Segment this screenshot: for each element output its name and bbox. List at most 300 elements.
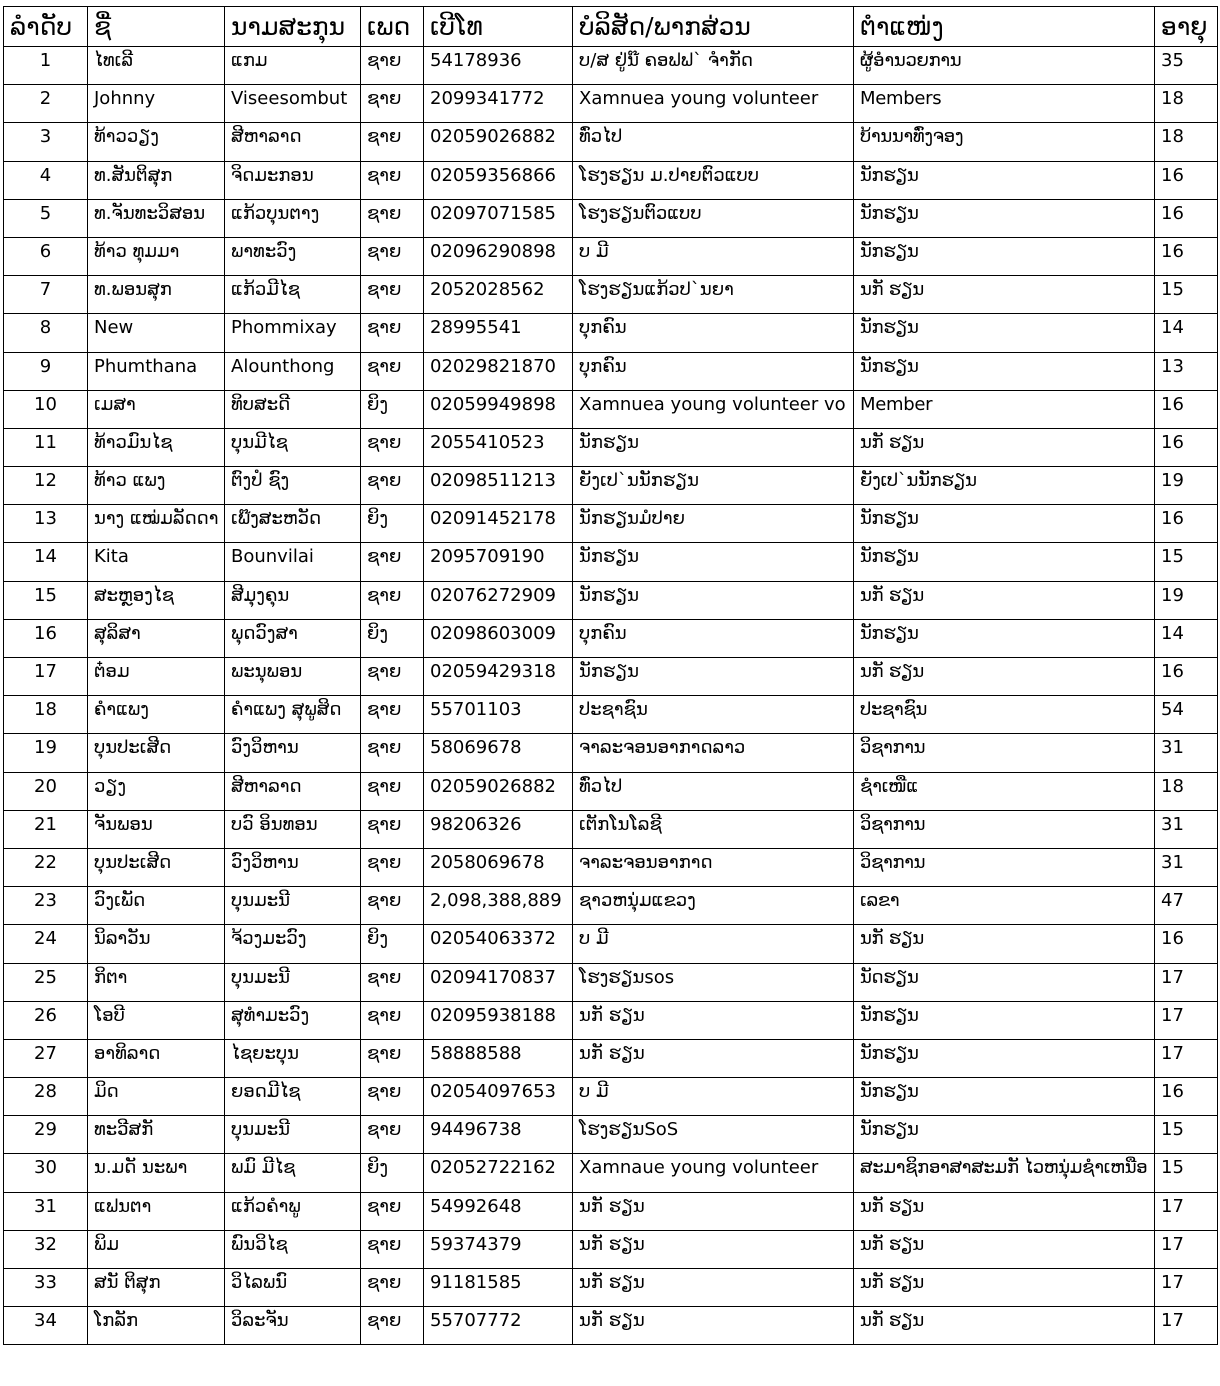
- cell-sex: ຊາຍ: [361, 1307, 424, 1345]
- cell-first-name: Kita: [88, 543, 225, 581]
- cell-phone: 94496738: [424, 1116, 573, 1154]
- cell-number: 15: [4, 581, 88, 619]
- cell-position: ວິຊາການ: [854, 734, 1155, 772]
- cell-phone: 55701103: [424, 696, 573, 734]
- cell-position: ນກັ ຮຽນ: [854, 1307, 1155, 1345]
- cell-number: 10: [4, 390, 88, 428]
- cell-age: 16: [1155, 925, 1218, 963]
- cell-phone: 02059356866: [424, 161, 573, 199]
- cell-last-name: ຈ້ວງມະວົງ: [225, 925, 361, 963]
- cell-phone: 91181585: [424, 1269, 573, 1307]
- cell-age: 18: [1155, 85, 1218, 123]
- cell-organization: ນັກຮຽນ: [573, 658, 854, 696]
- header-age: ອາຍຸ: [1155, 7, 1218, 47]
- table-row: [4, 467, 1218, 505]
- table-row: [4, 887, 1218, 925]
- cell-first-name: ໂກລັກ: [88, 1307, 225, 1345]
- cell-organization: Xamnuea young volunteer: [573, 85, 854, 123]
- cell-last-name: ສີມຸງຄຸນ: [225, 581, 361, 619]
- table-row: [4, 963, 1218, 1001]
- cell-first-name: ທ້າວວຽງ: [88, 123, 225, 161]
- table-row: [4, 772, 1218, 810]
- cell-organization: ນັກຮຽນ: [573, 581, 854, 619]
- cell-organization: ນກັ ຮຽນ: [573, 1230, 854, 1268]
- cell-age: 35: [1155, 47, 1218, 85]
- cell-age: 16: [1155, 1078, 1218, 1116]
- cell-organization: Xamnuea young volunteer vo: [573, 390, 854, 428]
- cell-sex: ຊາຍ: [361, 237, 424, 275]
- cell-organization: ນັກຮຽນ: [573, 543, 854, 581]
- cell-last-name: Bounvilai: [225, 543, 361, 581]
- cell-number: 25: [4, 963, 88, 1001]
- cell-number: 11: [4, 428, 88, 466]
- cell-organization: ບ ມີ: [573, 1078, 854, 1116]
- cell-organization: ນັກຮຽນ: [573, 428, 854, 466]
- cell-age: 17: [1155, 1269, 1218, 1307]
- cell-sex: ຍິງ: [361, 925, 424, 963]
- table-row: [4, 314, 1218, 352]
- cell-age: 14: [1155, 619, 1218, 657]
- cell-age: 31: [1155, 734, 1218, 772]
- cell-last-name: ວົງວິຫານ: [225, 734, 361, 772]
- table-row: [4, 696, 1218, 734]
- cell-position: ນກັ ຮຽນ: [854, 581, 1155, 619]
- cell-last-name: ພາທະວົງ: [225, 237, 361, 275]
- cell-organization: ປະຊາຊົນ: [573, 696, 854, 734]
- cell-position: ວິຊາການ: [854, 810, 1155, 848]
- cell-last-name: ສີຫາລາດ: [225, 123, 361, 161]
- cell-organization: ບ ມີ: [573, 925, 854, 963]
- cell-organization: ທົ່ວໄປ: [573, 123, 854, 161]
- header-organization: ບໍລິສັດ/ພາກສ່ວນ: [573, 7, 854, 47]
- table-row: [4, 1230, 1218, 1268]
- cell-age: 15: [1155, 276, 1218, 314]
- cell-first-name: ນ.ມດັ ນະພາ: [88, 1154, 225, 1192]
- cell-phone: 02076272909: [424, 581, 573, 619]
- cell-number: 8: [4, 314, 88, 352]
- table-row: [4, 1307, 1218, 1345]
- cell-last-name: ຕົງປໍ ຊົງ: [225, 467, 361, 505]
- cell-organization: ບຸກຄົນ: [573, 352, 854, 390]
- cell-number: 4: [4, 161, 88, 199]
- cell-first-name: New: [88, 314, 225, 352]
- cell-first-name: ຈັນພອນ: [88, 810, 225, 848]
- cell-last-name: ພຸດວົງສາ: [225, 619, 361, 657]
- cell-last-name: ແກມ: [225, 47, 361, 85]
- cell-age: 15: [1155, 1154, 1218, 1192]
- cell-number: 28: [4, 1078, 88, 1116]
- cell-organization: ຈາລະຈອນອາກາດ: [573, 848, 854, 886]
- cell-last-name: ພົນວິໄຊ: [225, 1230, 361, 1268]
- cell-sex: ຊາຍ: [361, 1078, 424, 1116]
- cell-number: 5: [4, 199, 88, 237]
- table-row: [4, 543, 1218, 581]
- table-row: [4, 848, 1218, 886]
- cell-sex: ຊາຍ: [361, 581, 424, 619]
- cell-sex: ຊາຍ: [361, 47, 424, 85]
- cell-position: ນັດຮຽນ: [854, 963, 1155, 1001]
- cell-number: 33: [4, 1269, 88, 1307]
- cell-last-name: Phommixay: [225, 314, 361, 352]
- cell-age: 14: [1155, 314, 1218, 352]
- cell-first-name: ທ້າວ ແພງ: [88, 467, 225, 505]
- cell-number: 7: [4, 276, 88, 314]
- cell-number: 29: [4, 1116, 88, 1154]
- cell-sex: ຊາຍ: [361, 810, 424, 848]
- cell-sex: ຍິງ: [361, 1154, 424, 1192]
- header-phone: ເບີໂທ: [424, 7, 573, 47]
- cell-phone: 2095709190: [424, 543, 573, 581]
- cell-first-name: ບຸນປະເສີດ: [88, 734, 225, 772]
- cell-position: ນັກຮຽນ: [854, 1039, 1155, 1077]
- cell-sex: ຊາຍ: [361, 314, 424, 352]
- table-row: [4, 1154, 1218, 1192]
- header-position: ຕຳແໜ່ງ: [854, 7, 1155, 47]
- cell-last-name: Viseesombut: [225, 85, 361, 123]
- cell-age: 15: [1155, 543, 1218, 581]
- registration-sheet: [3, 6, 1218, 1345]
- cell-position: ນກັ ຮຽນ: [854, 428, 1155, 466]
- cell-number: 19: [4, 734, 88, 772]
- cell-number: 26: [4, 1001, 88, 1039]
- table-row: [4, 1116, 1218, 1154]
- cell-first-name: ທ.ຈັນທະວິສອນ: [88, 199, 225, 237]
- table-row: [4, 237, 1218, 275]
- cell-position: Members: [854, 85, 1155, 123]
- cell-sex: ຊາຍ: [361, 963, 424, 1001]
- cell-position: ນັກຮຽນ: [854, 543, 1155, 581]
- cell-phone: 02059026882: [424, 772, 573, 810]
- cell-first-name: ພິມ: [88, 1230, 225, 1268]
- cell-last-name: Alounthong: [225, 352, 361, 390]
- cell-number: 31: [4, 1192, 88, 1230]
- cell-sex: ຊາຍ: [361, 696, 424, 734]
- cell-number: 17: [4, 658, 88, 696]
- cell-first-name: Johnny: [88, 85, 225, 123]
- cell-first-name: ວຽງ: [88, 772, 225, 810]
- cell-first-name: ວົງເພັດ: [88, 887, 225, 925]
- cell-number: 2: [4, 85, 88, 123]
- cell-organization: ບ ມີ: [573, 237, 854, 275]
- table-row: [4, 199, 1218, 237]
- cell-sex: ຊາຍ: [361, 887, 424, 925]
- cell-number: 32: [4, 1230, 88, 1268]
- cell-last-name: ຍອດມີໄຊ: [225, 1078, 361, 1116]
- cell-first-name: ທ້າວມົນໄຊ: [88, 428, 225, 466]
- cell-position: ນກັ ຮຽນ: [854, 1192, 1155, 1230]
- cell-phone: 58888588: [424, 1039, 573, 1077]
- cell-last-name: ບຸນມະນີ: [225, 963, 361, 1001]
- cell-number: 34: [4, 1307, 88, 1345]
- cell-first-name: Phumthana: [88, 352, 225, 390]
- cell-position: ນັກຮຽນ: [854, 619, 1155, 657]
- cell-phone: 02091452178: [424, 505, 573, 543]
- cell-age: 17: [1155, 963, 1218, 1001]
- cell-age: 18: [1155, 772, 1218, 810]
- cell-phone: 58069678: [424, 734, 573, 772]
- cell-sex: ຊາຍ: [361, 848, 424, 886]
- cell-sex: ຊາຍ: [361, 161, 424, 199]
- table-row: [4, 1078, 1218, 1116]
- cell-sex: ຍິງ: [361, 619, 424, 657]
- cell-last-name: ສີຫາລາດ: [225, 772, 361, 810]
- table-row: [4, 123, 1218, 161]
- cell-sex: ຊາຍ: [361, 1001, 424, 1039]
- cell-phone: 02097071585: [424, 199, 573, 237]
- cell-organization: ຊາວຫນຸ່ມແຂວງ: [573, 887, 854, 925]
- cell-number: 22: [4, 848, 88, 886]
- cell-first-name: ອາທິລາດ: [88, 1039, 225, 1077]
- cell-phone: 54178936: [424, 47, 573, 85]
- cell-age: 17: [1155, 1039, 1218, 1077]
- cell-sex: ຍິງ: [361, 390, 424, 428]
- cell-age: 16: [1155, 658, 1218, 696]
- cell-organization: ນກັ ຮຽນ: [573, 1307, 854, 1345]
- cell-first-name: ທ້າວ ທຸມມາ: [88, 237, 225, 275]
- table-row: [4, 276, 1218, 314]
- header-row: [4, 7, 1218, 47]
- cell-last-name: ແກ້ວຄຳພູ: [225, 1192, 361, 1230]
- cell-position: ຍັງເປ`ນນັກຮຽນ: [854, 467, 1155, 505]
- cell-last-name: ບຸນມີໄຊ: [225, 428, 361, 466]
- cell-number: 23: [4, 887, 88, 925]
- cell-organization: ໂຮງຮຽນແກ້ວປ`ນຍາ: [573, 276, 854, 314]
- table-row: [4, 619, 1218, 657]
- cell-sex: ຍິງ: [361, 505, 424, 543]
- cell-phone: 98206326: [424, 810, 573, 848]
- cell-number: 18: [4, 696, 88, 734]
- cell-organization: ນກັ ຮຽນ: [573, 1001, 854, 1039]
- table-row: [4, 161, 1218, 199]
- cell-organization: ນັກຮຽນມໍປາຍ: [573, 505, 854, 543]
- cell-phone: 2,098,388,889: [424, 887, 573, 925]
- cell-phone: 55707772: [424, 1307, 573, 1345]
- cell-number: 24: [4, 925, 88, 963]
- cell-phone: 02059949898: [424, 390, 573, 428]
- cell-phone: 2055410523: [424, 428, 573, 466]
- cell-phone: 02059429318: [424, 658, 573, 696]
- cell-organization: ໂຮງຮຽນsos: [573, 963, 854, 1001]
- cell-number: 6: [4, 237, 88, 275]
- cell-last-name: ສຸທຳມະວົງ: [225, 1001, 361, 1039]
- cell-position: ນກັ ຮຽນ: [854, 658, 1155, 696]
- cell-sex: ຊາຍ: [361, 543, 424, 581]
- cell-position: ສະມາຊິກອາສາສະມກັ ໄວຫນຸ່ມຊຳເຫນືອ: [854, 1154, 1155, 1192]
- cell-age: 17: [1155, 1001, 1218, 1039]
- cell-phone: 54992648: [424, 1192, 573, 1230]
- cell-last-name: ຈິດມະກອນ: [225, 161, 361, 199]
- cell-organization: ນກັ ຮຽນ: [573, 1039, 854, 1077]
- cell-number: 13: [4, 505, 88, 543]
- table-row: [4, 658, 1218, 696]
- cell-organization: ຍັງເປ`ນນັກຮຽນ: [573, 467, 854, 505]
- cell-sex: ຊາຍ: [361, 772, 424, 810]
- table-row: [4, 1269, 1218, 1307]
- cell-first-name: ນິລາວັນ: [88, 925, 225, 963]
- cell-position: ນັກຮຽນ: [854, 314, 1155, 352]
- cell-position: ນກັ ຮຽນ: [854, 1269, 1155, 1307]
- cell-first-name: ໂອບີ: [88, 1001, 225, 1039]
- cell-position: ນັກຮຽນ: [854, 161, 1155, 199]
- cell-sex: ຊາຍ: [361, 352, 424, 390]
- header-number: ລຳດັບ: [4, 7, 88, 47]
- cell-last-name: ເພ໊ງສະຫວັດ: [225, 505, 361, 543]
- cell-position: ປະຊາຊົນ: [854, 696, 1155, 734]
- cell-first-name: ນາງ ແໝ່ມລັດດາ: [88, 505, 225, 543]
- cell-position: ນັກຮຽນ: [854, 1078, 1155, 1116]
- cell-last-name: ພມົ ມີໄຊ: [225, 1154, 361, 1192]
- cell-phone: 02094170837: [424, 963, 573, 1001]
- cell-phone: 2052028562: [424, 276, 573, 314]
- cell-sex: ຊາຍ: [361, 734, 424, 772]
- cell-phone: 02096290898: [424, 237, 573, 275]
- cell-first-name: ມິດ: [88, 1078, 225, 1116]
- cell-position: ເລຂາ: [854, 887, 1155, 925]
- cell-age: 17: [1155, 1192, 1218, 1230]
- cell-first-name: ໄທເລີ: [88, 47, 225, 85]
- cell-sex: ຊາຍ: [361, 1116, 424, 1154]
- cell-phone: 02098511213: [424, 467, 573, 505]
- cell-phone: 59374379: [424, 1230, 573, 1268]
- cell-organization: Xamnaue young volunteer: [573, 1154, 854, 1192]
- cell-age: 19: [1155, 467, 1218, 505]
- cell-organization: ໂຮງຮຽນ ມ.ປາຍຕົວແບບ: [573, 161, 854, 199]
- cell-phone: 02054097653: [424, 1078, 573, 1116]
- cell-position: ນກັ ຮຽນ: [854, 1230, 1155, 1268]
- cell-last-name: ຄຳແພງ ສຸພູສິດ: [225, 696, 361, 734]
- cell-position: ນກັ ຮຽນ: [854, 276, 1155, 314]
- cell-sex: ຊາຍ: [361, 85, 424, 123]
- cell-phone: 02059026882: [424, 123, 573, 161]
- table-row: [4, 428, 1218, 466]
- cell-age: 13: [1155, 352, 1218, 390]
- table-row: [4, 925, 1218, 963]
- cell-organization: ບ/ສ ຢູ່ນ໊ ຄອຟຟ` ຈຳກັດ: [573, 47, 854, 85]
- header-sex: ເພດ: [361, 7, 424, 47]
- header-first-name: ຊື່: [88, 7, 225, 47]
- cell-sex: ຊາຍ: [361, 1269, 424, 1307]
- cell-age: 16: [1155, 428, 1218, 466]
- cell-position: ນັກຮຽນ: [854, 505, 1155, 543]
- cell-first-name: ທ.ພອນສຸກ: [88, 276, 225, 314]
- cell-sex: ຊາຍ: [361, 1230, 424, 1268]
- cell-position: Member: [854, 390, 1155, 428]
- cell-position: ຊຳເໜືແ: [854, 772, 1155, 810]
- cell-number: 16: [4, 619, 88, 657]
- cell-number: 12: [4, 467, 88, 505]
- cell-position: ວິຊາການ: [854, 848, 1155, 886]
- cell-phone: 2099341772: [424, 85, 573, 123]
- cell-sex: ຊາຍ: [361, 123, 424, 161]
- cell-last-name: ທິບສະດີ: [225, 390, 361, 428]
- cell-position: ນັກຮຽນ: [854, 237, 1155, 275]
- cell-position: ນັກຮຽນ: [854, 1116, 1155, 1154]
- table-row: [4, 1192, 1218, 1230]
- cell-last-name: ບຸນມະນີ: [225, 887, 361, 925]
- table-row: [4, 1001, 1218, 1039]
- table-body: [4, 47, 1218, 1345]
- cell-last-name: ວົງວິຫານ: [225, 848, 361, 886]
- cell-number: 21: [4, 810, 88, 848]
- cell-phone: 02052722162: [424, 1154, 573, 1192]
- table-row: [4, 810, 1218, 848]
- cell-age: 47: [1155, 887, 1218, 925]
- table-row: [4, 734, 1218, 772]
- cell-age: 15: [1155, 1116, 1218, 1154]
- cell-organization: ໂຮງຮຽນSoS: [573, 1116, 854, 1154]
- cell-age: 16: [1155, 237, 1218, 275]
- cell-organization: ຈາລະຈອນອາກາດລາວ: [573, 734, 854, 772]
- cell-number: 30: [4, 1154, 88, 1192]
- cell-first-name: ບຸນປະເສີດ: [88, 848, 225, 886]
- cell-organization: ທົ່ວໄປ: [573, 772, 854, 810]
- table-row: [4, 390, 1218, 428]
- cell-number: 3: [4, 123, 88, 161]
- cell-number: 1: [4, 47, 88, 85]
- header-last-name: ນາມສະກຸນ: [225, 7, 361, 47]
- cell-last-name: ໄຊຍະບຸນ: [225, 1039, 361, 1077]
- cell-last-name: ແກ້ວມີໄຊ: [225, 276, 361, 314]
- cell-organization: ໂຮງຮຽນຕົວແບບ: [573, 199, 854, 237]
- cell-last-name: ບຸນມະນີ: [225, 1116, 361, 1154]
- cell-number: 27: [4, 1039, 88, 1077]
- cell-last-name: ວິໄລພນົ: [225, 1269, 361, 1307]
- cell-last-name: ບວົ ອິນທອນ: [225, 810, 361, 848]
- cell-phone: 02095938188: [424, 1001, 573, 1039]
- cell-first-name: ແຟນຕາ: [88, 1192, 225, 1230]
- cell-first-name: ທະວີສກັ: [88, 1116, 225, 1154]
- cell-organization: ບຸກຄົນ: [573, 314, 854, 352]
- cell-number: 9: [4, 352, 88, 390]
- cell-first-name: ສະຫຼອງໄຊ: [88, 581, 225, 619]
- cell-age: 54: [1155, 696, 1218, 734]
- cell-number: 14: [4, 543, 88, 581]
- cell-first-name: ສຸລິສາ: [88, 619, 225, 657]
- cell-number: 20: [4, 772, 88, 810]
- registration-table: [3, 6, 1218, 1345]
- cell-organization: ນກັ ຮຽນ: [573, 1192, 854, 1230]
- cell-sex: ຊາຍ: [361, 428, 424, 466]
- cell-phone: 02054063372: [424, 925, 573, 963]
- cell-position: ນັກຮຽນ: [854, 352, 1155, 390]
- cell-phone: 02098603009: [424, 619, 573, 657]
- cell-position: ນັກຮຽນ: [854, 1001, 1155, 1039]
- cell-first-name: ຕ໋ອມ: [88, 658, 225, 696]
- cell-position: ນກັ ຮຽນ: [854, 925, 1155, 963]
- cell-position: ບ້ານນາທົ່ງຈອງ: [854, 123, 1155, 161]
- cell-organization: ເຕັກໂນໂລຊີ: [573, 810, 854, 848]
- cell-sex: ຊາຍ: [361, 276, 424, 314]
- cell-age: 17: [1155, 1230, 1218, 1268]
- cell-age: 31: [1155, 848, 1218, 886]
- table-row: [4, 85, 1218, 123]
- cell-first-name: ກິຕາ: [88, 963, 225, 1001]
- cell-first-name: ຄຳແພງ: [88, 696, 225, 734]
- cell-last-name: ວິລະຈັນ: [225, 1307, 361, 1345]
- cell-phone: 2058069678: [424, 848, 573, 886]
- cell-first-name: ສນັ ຕິສຸກ: [88, 1269, 225, 1307]
- cell-sex: ຊາຍ: [361, 1039, 424, 1077]
- cell-age: 16: [1155, 161, 1218, 199]
- cell-organization: ນກັ ຮຽນ: [573, 1269, 854, 1307]
- cell-sex: ຊາຍ: [361, 1192, 424, 1230]
- cell-phone: 28995541: [424, 314, 573, 352]
- cell-age: 16: [1155, 390, 1218, 428]
- cell-sex: ຊາຍ: [361, 467, 424, 505]
- table-row: [4, 47, 1218, 85]
- cell-last-name: ແກ້ວບຸນຕາງ: [225, 199, 361, 237]
- cell-first-name: ທ.ສັນຕິສຸກ: [88, 161, 225, 199]
